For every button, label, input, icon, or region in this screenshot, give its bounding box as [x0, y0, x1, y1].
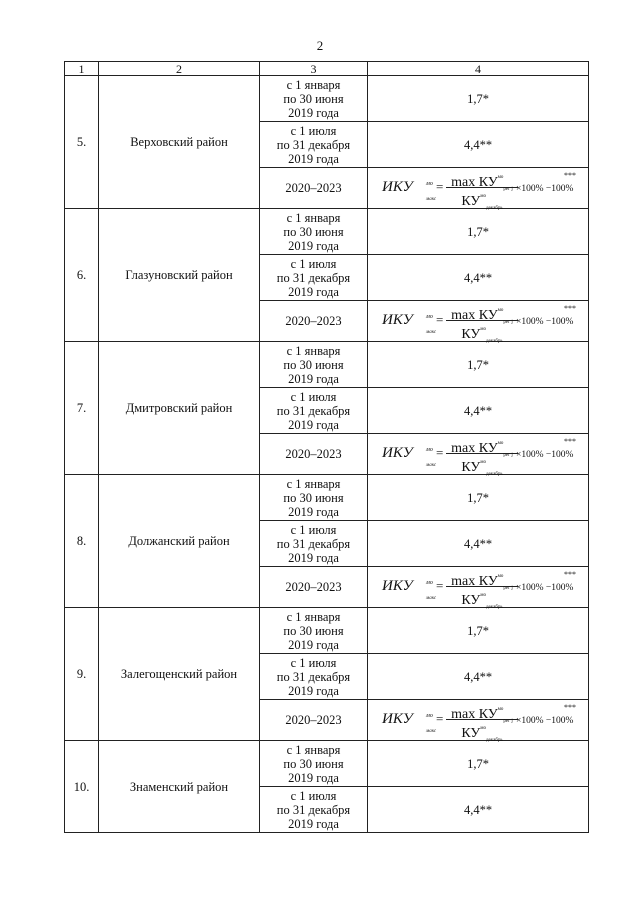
formula-num-sub: рег j	[503, 718, 513, 724]
period-line: с 1 января	[286, 476, 341, 491]
period-line: по 31 декабря	[276, 137, 351, 152]
period-cell	[260, 787, 368, 833]
formula-numerator	[446, 702, 518, 724]
formula-tail: ×100% −100%	[516, 183, 574, 194]
formula-lhs-sub: макс	[426, 595, 437, 601]
value-cell: 1,7*	[368, 608, 589, 654]
value-cell: 4,4**	[368, 255, 589, 301]
period-line: по 31 декабря	[276, 669, 351, 684]
formula-fraction	[446, 436, 518, 477]
formula-lhs-sub: макс	[426, 329, 437, 335]
period-line: по 30 июня	[283, 224, 344, 239]
period-line: с 1 июля	[290, 655, 337, 670]
max-tariff-growth-formula	[378, 435, 578, 477]
period-line: с 1 января	[286, 210, 341, 225]
formula-footnote-mark: ***	[564, 569, 576, 579]
period-cell	[260, 654, 368, 700]
formula-tail: ×100% −100%	[516, 449, 574, 460]
formula-lhs-sub: макс	[426, 462, 437, 468]
formula-lhs-main: ИКУ	[382, 577, 413, 594]
district-name: Верховский район	[99, 76, 260, 209]
table-row	[65, 342, 589, 388]
period-line: 2019 года	[288, 417, 339, 432]
period-line: по 31 декабря	[276, 403, 351, 418]
row-number: 7.	[65, 342, 99, 475]
max-tariff-growth-formula	[378, 302, 578, 344]
formula-num-sub: рег j	[503, 186, 513, 192]
district-name: Залегощенский район	[99, 608, 260, 741]
period-cell	[260, 122, 368, 168]
formula-lhs-main: ИКУ	[382, 178, 413, 195]
header-cell-4: 4	[368, 62, 589, 76]
value-cell: 4,4**	[368, 521, 589, 567]
period-line: с 1 января	[286, 609, 341, 624]
header-cell-1: 1	[65, 62, 99, 76]
period-line: по 30 июня	[283, 91, 344, 106]
formula-equals: =	[436, 444, 444, 460]
period-line: 2019 года	[288, 371, 339, 386]
formula-num-main: max КУ	[451, 573, 498, 589]
period-cell	[260, 475, 368, 521]
formula-footnote-mark: ***	[564, 303, 576, 313]
formula-num-sup: мо	[497, 440, 504, 446]
formula-numerator	[446, 436, 518, 458]
period-line: 2020–2023	[285, 181, 342, 195]
period-line: с 1 января	[286, 77, 341, 92]
row-number: 10.	[65, 741, 99, 833]
formula-cell	[368, 567, 589, 608]
period-line: по 31 декабря	[276, 536, 351, 551]
formula-lhs-sup: мо	[426, 579, 433, 586]
formula-num-sub: рег j	[503, 319, 513, 325]
table-row	[65, 608, 589, 654]
table-row	[65, 475, 589, 521]
period-line: 2019 года	[288, 816, 339, 831]
formula-lhs-sup: мо	[426, 313, 433, 320]
formula-num-sup: мо	[497, 573, 504, 579]
district-name: Знаменский район	[99, 741, 260, 833]
value-cell: 1,7*	[368, 342, 589, 388]
formula-den-sup: мо	[480, 326, 486, 332]
formula-lhs	[382, 444, 437, 468]
tariff-table	[64, 61, 589, 833]
formula-numerator	[446, 569, 518, 591]
formula-cell	[368, 434, 589, 475]
period-cell	[260, 388, 368, 434]
value-cell: 1,7*	[368, 209, 589, 255]
period-line: по 30 июня	[283, 623, 344, 638]
formula-lhs-sub: макс	[426, 728, 437, 734]
formula-lhs-sup: мо	[426, 180, 433, 187]
formula-den-main: КУ	[461, 725, 481, 741]
period-cell	[260, 521, 368, 567]
max-tariff-growth-formula	[378, 701, 578, 743]
period-line: по 30 июня	[283, 756, 344, 771]
period-line: с 1 июля	[290, 389, 337, 404]
formula-den-main: КУ	[461, 326, 481, 342]
value-cell: 4,4**	[368, 388, 589, 434]
formula-lhs-main: ИКУ	[382, 311, 413, 328]
period-cell	[260, 342, 368, 388]
value-cell: 4,4**	[368, 787, 589, 833]
period-line: с 1 июля	[290, 123, 337, 138]
formula-lhs	[382, 577, 437, 601]
period-line: по 31 декабря	[276, 270, 351, 285]
formula-fraction	[446, 303, 518, 344]
max-tariff-growth-formula	[378, 169, 578, 211]
period-line: с 1 июля	[290, 522, 337, 537]
period-line: 2019 года	[288, 238, 339, 253]
period-cell	[260, 567, 368, 608]
formula-cell	[368, 168, 589, 209]
period-cell	[260, 434, 368, 475]
formula-numerator	[446, 303, 518, 325]
period-line: 2019 года	[288, 637, 339, 652]
formula-den-sup: мо	[480, 193, 486, 199]
period-cell	[260, 741, 368, 787]
formula-den-sup: мо	[480, 725, 486, 731]
formula-den-main: КУ	[461, 193, 481, 209]
max-tariff-growth-formula	[378, 568, 578, 610]
formula-tail: ×100% −100%	[516, 715, 574, 726]
value-cell: 1,7*	[368, 76, 589, 122]
period-cell	[260, 608, 368, 654]
table-row	[65, 76, 589, 122]
period-line: 2020–2023	[285, 447, 342, 461]
formula-cell	[368, 700, 589, 741]
period-line: с 1 июля	[290, 256, 337, 271]
period-line: 2019 года	[288, 151, 339, 166]
period-cell	[260, 301, 368, 342]
formula-lhs-sup: мо	[426, 712, 433, 719]
formula-cell	[368, 301, 589, 342]
formula-den-main: КУ	[461, 592, 481, 608]
period-cell	[260, 168, 368, 209]
formula-den-sup: мо	[480, 592, 486, 598]
formula-lhs-main: ИКУ	[382, 710, 413, 727]
formula-den-sub: декабрь	[485, 338, 503, 344]
period-line: 2019 года	[288, 504, 339, 519]
table-row	[65, 741, 589, 787]
formula-den-sub: декабрь	[485, 604, 503, 610]
value-cell: 4,4**	[368, 654, 589, 700]
formula-num-main: max КУ	[451, 307, 498, 323]
period-line: 2020–2023	[285, 314, 342, 328]
row-number: 9.	[65, 608, 99, 741]
formula-equals: =	[436, 710, 444, 726]
period-line: 2020–2023	[285, 580, 342, 594]
district-name: Должанский район	[99, 475, 260, 608]
row-number: 5.	[65, 76, 99, 209]
period-line: 2019 года	[288, 105, 339, 120]
formula-lhs-sup: мо	[426, 446, 433, 453]
formula-lhs-sub: макс	[426, 196, 437, 202]
formula-num-sup: мо	[497, 307, 504, 313]
formula-fraction	[446, 170, 518, 211]
value-cell: 4,4**	[368, 122, 589, 168]
period-line: 2020–2023	[285, 713, 342, 727]
period-line: с 1 января	[286, 742, 341, 757]
formula-equals: =	[436, 178, 444, 194]
district-name: Дмитровский район	[99, 342, 260, 475]
formula-equals: =	[436, 311, 444, 327]
period-cell	[260, 76, 368, 122]
formula-footnote-mark: ***	[564, 170, 576, 180]
period-line: 2019 года	[288, 550, 339, 565]
formula-den-main: КУ	[461, 459, 481, 475]
formula-den-sub: декабрь	[485, 205, 503, 211]
period-line: по 30 июня	[283, 490, 344, 505]
formula-footnote-mark: ***	[564, 436, 576, 446]
formula-equals: =	[436, 577, 444, 593]
header-cell-2: 2	[99, 62, 260, 76]
formula-num-sub: рег j	[503, 452, 513, 458]
formula-lhs-main: ИКУ	[382, 444, 413, 461]
formula-den-sub: декабрь	[485, 737, 503, 743]
table-header-row	[65, 62, 589, 76]
period-cell	[260, 255, 368, 301]
district-name: Глазуновский район	[99, 209, 260, 342]
formula-den-sub: декабрь	[485, 471, 503, 477]
formula-num-main: max КУ	[451, 440, 498, 456]
value-cell: 1,7*	[368, 475, 589, 521]
period-cell	[260, 209, 368, 255]
formula-fraction	[446, 569, 518, 610]
period-line: по 30 июня	[283, 357, 344, 372]
formula-numerator	[446, 170, 518, 192]
table-row	[65, 209, 589, 255]
period-line: с 1 января	[286, 343, 341, 358]
period-line: 2019 года	[288, 284, 339, 299]
row-number: 6.	[65, 209, 99, 342]
formula-lhs	[382, 311, 437, 335]
header-cell-3: 3	[260, 62, 368, 76]
period-cell	[260, 700, 368, 741]
formula-tail: ×100% −100%	[516, 582, 574, 593]
formula-footnote-mark: ***	[564, 702, 576, 712]
row-number: 8.	[65, 475, 99, 608]
formula-num-main: max КУ	[451, 706, 498, 722]
formula-num-sup: мо	[497, 706, 504, 712]
page-number: 2	[316, 38, 324, 53]
formula-tail: ×100% −100%	[516, 316, 574, 327]
period-line: 2019 года	[288, 770, 339, 785]
formula-num-sub: рег j	[503, 585, 513, 591]
formula-den-sup: мо	[480, 459, 486, 465]
formula-lhs	[382, 178, 437, 202]
period-line: 2019 года	[288, 683, 339, 698]
formula-num-sup: мо	[497, 174, 504, 180]
period-line: по 31 декабря	[276, 802, 351, 817]
period-line: с 1 июля	[290, 788, 337, 803]
formula-num-main: max КУ	[451, 174, 498, 190]
formula-lhs	[382, 710, 437, 734]
formula-fraction	[446, 702, 518, 743]
value-cell: 1,7*	[368, 741, 589, 787]
